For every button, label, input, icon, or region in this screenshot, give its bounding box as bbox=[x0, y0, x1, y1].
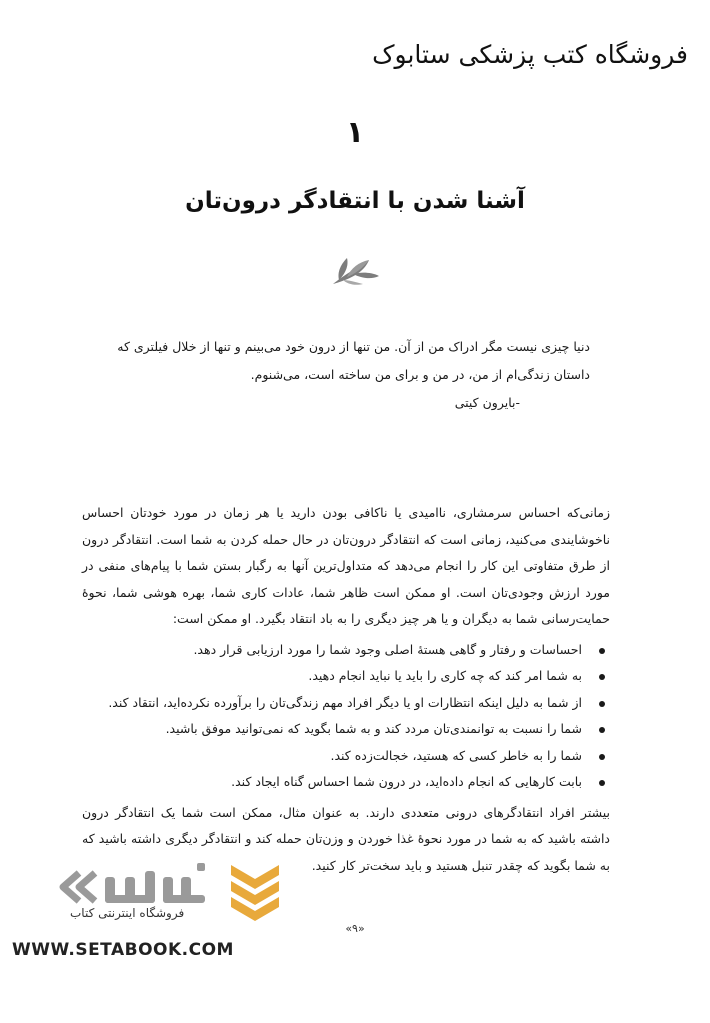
chapter-number: ۱ bbox=[345, 115, 365, 150]
bullet-item bbox=[82, 690, 582, 717]
bullet-icon bbox=[599, 648, 605, 654]
bullet-text: احساسات و رفتار و گاهی هستهٔ اصلی وجود شما را مورد ارزیابی قرار دهد. bbox=[193, 641, 582, 657]
bullet-text: شما را نسبت به توانمندی‌تان مردد کند و به شما بگوید که نمی‌توانید موفق باشید. bbox=[165, 721, 582, 736]
bullet-icon bbox=[599, 780, 605, 786]
body-text bbox=[82, 500, 610, 879]
chapter-title: آشنا شدن با انتقادگر درون‌تان bbox=[185, 188, 525, 214]
bullet-list bbox=[82, 637, 610, 796]
watermark-tagline: فروشگاه اینترنتی کتاب bbox=[70, 906, 185, 920]
bullet-item bbox=[82, 663, 582, 690]
bullet-text: بابت کارهایی که انجام داده‌اید، در درون شما احساس گناه ایجاد کند. bbox=[231, 774, 582, 789]
epigraph-author: -بایرون کیتی bbox=[454, 395, 520, 410]
epigraph-line: داستان زندگی‌ام از من، در من و برای من ساخته است، می‌شنوم. bbox=[250, 367, 590, 382]
bullet-item bbox=[82, 743, 582, 770]
bullet-item bbox=[82, 637, 582, 664]
bullet-icon bbox=[599, 674, 605, 680]
page-number: «۹» bbox=[345, 922, 365, 935]
bullet-text: از شما به دلیل اینکه انتظارات او یا دیگر افراد مهم زندگی‌تان را برآورده نکرده‌اید، انتقاد کند. bbox=[108, 694, 582, 710]
bullet-icon bbox=[599, 754, 605, 760]
leaf-ornament-icon bbox=[325, 250, 385, 290]
epigraph-line: دنیا چیزی نیست مگر ادراک من از آن. من تنها از درون خود می‌بینم و تنها از خلال فیلتری که bbox=[117, 339, 590, 354]
paragraph: بیشتر افراد انتقادگرهای درونی متعددی دارند. به عنوان مثال، ممکن است شما یک انتقادگر درون داشته باشید که به شما در مورد نحوهٔ غذا خوردن و وزن‌تان حمله کند و انتقادگر دیگری داشته باشید که به شما بگوید که چقدر تنبل هستید و باید سخت‌تر کار کنید. bbox=[82, 804, 610, 873]
bullet-text: به شما امر کند که چه کاری را باید یا نباید انجام دهید. bbox=[308, 668, 582, 683]
bullet-item bbox=[82, 769, 582, 796]
watermark-url: WWW.SETABOOK.COM bbox=[12, 940, 234, 960]
bullet-icon bbox=[599, 701, 605, 707]
bullet-icon bbox=[599, 727, 605, 733]
paragraph: زمانی‌که احساس سرمشاری، ناامیدی یا ناکافی بودن دارید یا هر زمان در مورد خودتان احساس ناخوشایندی می‌کنید، زمانی است که انتقادگر درون‌تان در حال حمله کردن به شما است. انتقادگر درون از طرق متفاوتی این کار را انجام می‌دهد که متداول‌ترین آنها به رگبار بستن شما با پیام‌های منفی در مورد ارزش وجودی‌تان است. او ممکن است ظاهر شما، عادات کاری شما، بهره هوشی شما، نحوهٔ حمایت‌رسانی شما به دیگران و یا هر چیز دیگری را به باد انتقاد بگیرد. او ممکن است: bbox=[82, 505, 610, 626]
bullet-text: شما را به خاطر کسی که هستید، خجالت‌زده کند. bbox=[330, 747, 582, 763]
epigraph bbox=[110, 333, 590, 417]
running-header: فروشگاه کتب پزشکی ستابوک bbox=[372, 40, 688, 69]
bullet-item bbox=[82, 716, 582, 743]
